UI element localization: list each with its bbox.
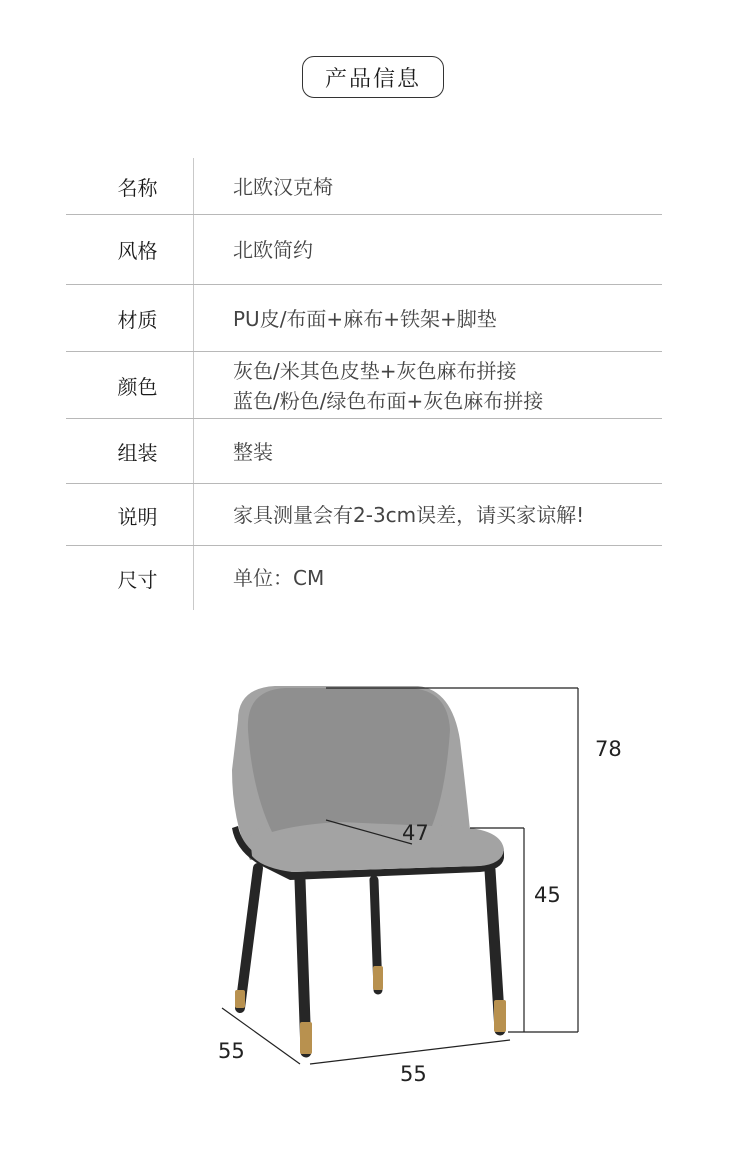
spec-value: 家具测量会有2-3cm误差，请买家谅解! <box>233 503 585 527</box>
spec-label: 尺寸 <box>117 567 158 592</box>
height-label: 78 <box>595 737 622 761</box>
spec-row-style <box>66 215 662 284</box>
spec-row-name <box>66 158 662 215</box>
spec-row-assembly <box>66 419 662 484</box>
spec-value: 单位：CM <box>233 566 325 590</box>
foot-cap <box>494 1000 506 1032</box>
spec-row-material <box>66 285 662 352</box>
seat-height-label: 45 <box>534 883 561 907</box>
seat-depth-label: 47 <box>402 821 429 845</box>
chair-leg <box>240 868 258 1008</box>
spec-label: 说明 <box>117 504 158 529</box>
spec-row-color <box>66 352 662 419</box>
chair-back-leather <box>248 688 450 832</box>
section-title: 产品信息 <box>302 56 444 98</box>
spec-label: 颜色 <box>117 375 158 399</box>
width-label: 55 <box>400 1062 427 1086</box>
spec-value: PU皮/布面+麻布+铁架+脚垫 <box>233 306 497 331</box>
depth-label: 55 <box>218 1039 245 1063</box>
spec-label: 名称 <box>117 176 158 200</box>
spec-value-line: 灰色/米其色皮垫+灰色麻布拼接 <box>233 358 517 383</box>
spec-row-note <box>66 484 662 546</box>
chair-legs <box>235 868 506 1054</box>
spec-label: 风格 <box>117 239 158 263</box>
foot-cap <box>300 1022 312 1054</box>
foot-cap <box>235 990 245 1008</box>
spec-value: 北欧简约 <box>233 237 313 262</box>
foot-cap <box>373 966 383 990</box>
spec-value: 北欧汉克椅 <box>233 174 333 199</box>
spec-value <box>193 356 543 416</box>
width-line <box>310 1040 510 1064</box>
spec-value: 整装 <box>233 439 273 464</box>
chair-dimension-diagram <box>0 640 750 1140</box>
spec-row-size <box>66 546 662 610</box>
spec-value-line: 蓝色/粉色/绿色布面+灰色麻布拼接 <box>233 388 544 413</box>
spec-label: 材质 <box>117 308 158 332</box>
spec-label: 组装 <box>117 441 158 465</box>
